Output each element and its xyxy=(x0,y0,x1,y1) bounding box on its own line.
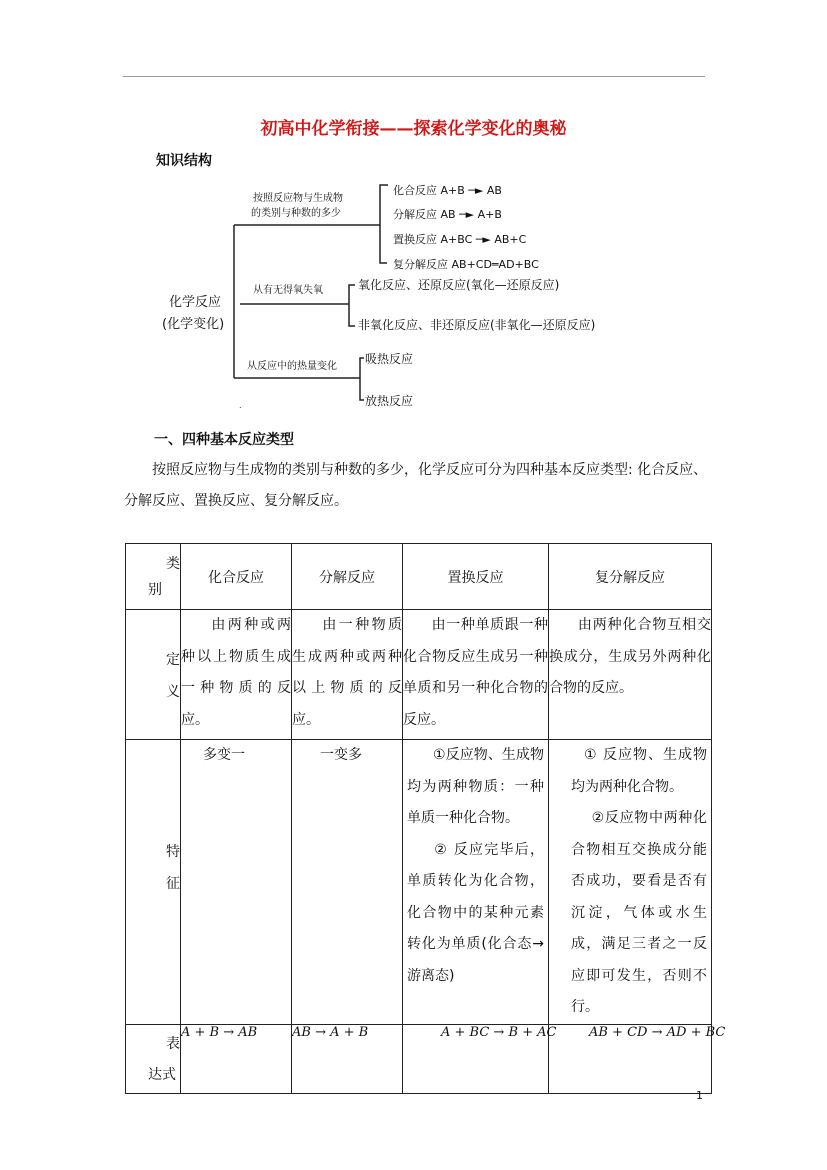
definition-double-decomposition xyxy=(549,610,712,740)
diagram-branch1-label: 按照反应物与生成物 xyxy=(253,193,343,204)
page-number: 1 xyxy=(696,1089,703,1102)
feature-decomposition-text: 一变多 xyxy=(320,747,362,763)
diagram-root-label: 化学反应 xyxy=(169,295,222,310)
row-header-definition xyxy=(126,610,181,740)
diagram-item-combination: 化合反应 A+B ─► AB xyxy=(393,184,502,197)
row-header-expression xyxy=(126,1024,181,1093)
feature-displacement xyxy=(403,740,549,1025)
diagram-item-exothermic: 放热反应 xyxy=(365,394,414,408)
diagram-item-double-decomposition: 复分解反应 AB+CD═AD+BC xyxy=(393,258,539,271)
section1-paragraph xyxy=(124,455,710,517)
feature-decomposition xyxy=(292,740,403,1025)
diagram-dot: . xyxy=(239,401,242,410)
diagram-branch3-label: 从反应中的热量变化 xyxy=(247,361,337,372)
section1-heading: 一、四种基本反应类型 xyxy=(154,432,294,448)
diagram-branch1-bracket xyxy=(375,185,388,263)
feature-combination xyxy=(181,740,292,1025)
table-row-definition xyxy=(126,610,712,740)
definition-displacement xyxy=(403,610,549,740)
definition-decomposition xyxy=(292,610,403,740)
header-rule xyxy=(123,76,705,77)
diagram-item-displacement: 置换反应 A+BC ─► AB+C xyxy=(393,233,527,246)
row-header-definition-2: 义 xyxy=(166,683,180,700)
row-header-expression-2: 达式 xyxy=(148,1067,176,1083)
row-header-feature-2: 征 xyxy=(166,875,180,892)
diagram-item-non-redox: 非氧化反应、非还原反应(非氧化—还原反应) xyxy=(358,318,596,332)
subheading-knowledge-structure: 知识结构 xyxy=(156,153,212,169)
feature-displacement-point1-text: ①反应物、生成物均为两种物质：一种单质一种化合物。 xyxy=(407,747,544,826)
feature-displacement-point2 xyxy=(407,835,544,993)
diagram-branch1-label-2: 的类别与种数的多少 xyxy=(251,208,341,219)
knowledge-structure-diagram xyxy=(150,178,650,413)
table-header-category-cell xyxy=(126,544,181,610)
definition-displacement-text: 由一种单质跟一种化合物反应生成另一种单质和另一种化合物的反应。 xyxy=(403,617,548,728)
feature-combination-text: 多变一 xyxy=(203,747,245,763)
feature-double-decomposition xyxy=(549,740,712,1025)
definition-combination-text: 由两种或两种以上物质生成一种物质的反应。 xyxy=(181,617,291,728)
reaction-types-table xyxy=(125,543,726,1083)
diagram-branch2-label: 从有无得氧失氧 xyxy=(253,285,323,296)
feature-displacement-point1 xyxy=(407,740,544,835)
column-header-double-decomposition: 复分解反应 xyxy=(549,544,712,610)
expression-double-decomposition: AB + CD → AD + BC xyxy=(549,1024,712,1093)
feature-double-point1-text: ① 反应物、生成物均为两种化合物。 xyxy=(571,747,707,795)
expression-combination: A + B → AB xyxy=(181,1024,292,1093)
table-header-category-2: 别 xyxy=(148,581,162,598)
row-header-feature xyxy=(126,740,181,1025)
row-header-expression-1: 表 xyxy=(166,1035,180,1052)
diagram-branch3-bracket xyxy=(355,358,364,400)
row-header-definition-1: 定 xyxy=(166,652,180,668)
definition-decomposition-text: 由一种物质生成两种或两种以上物质的反应。 xyxy=(292,617,402,728)
diagram-item-redox: 氧化反应、还原反应(氧化—还原反应) xyxy=(358,278,560,292)
feature-displacement-point2-text: ② 反应完毕后，单质转化为化合物，化合物中的某种元素转化为单质(化合态→游离态) xyxy=(407,841,544,984)
row-header-feature-1: 特 xyxy=(166,844,180,860)
column-header-decomposition: 分解反应 xyxy=(292,544,403,610)
section1-paragraph-text: 按照反应物与生成物的类别与种数的多少，化学反应可分为四种基本反应类型: 化合反应、分解反应、置换反应、复分解反应。 xyxy=(124,462,708,509)
page-title: 初高中化学衔接——探索化学变化的奥秘 xyxy=(260,119,567,139)
table-row-expression xyxy=(126,1024,712,1093)
definition-combination xyxy=(181,610,292,740)
column-header-displacement: 置换反应 xyxy=(403,544,549,610)
feature-double-point2 xyxy=(571,803,707,1024)
table-row-feature xyxy=(126,740,712,1025)
expression-displacement: A + BC → B + AC xyxy=(403,1024,549,1093)
diagram-branch2-bracket xyxy=(345,285,355,326)
feature-double-point1 xyxy=(571,740,707,803)
definition-double-decomposition-text: 由两种化合物互相交换成分，生成另外两种化合物的反应。 xyxy=(549,617,711,696)
expression-decomposition: AB → A + B xyxy=(292,1024,403,1093)
diagram-item-endothermic: 吸热反应 xyxy=(365,352,414,366)
diagram-root-sublabel: (化学变化) xyxy=(162,317,225,332)
feature-double-point2-text: ②反应物中两种化合物相互交换成分能否成功，要看是否有沉淀，气体或水生成，满足三者之一反应即可发生，否则不行。 xyxy=(571,810,707,1015)
diagram-item-decomposition: 分解反应 AB ─► A+B xyxy=(393,208,502,221)
table-header-row xyxy=(126,544,712,610)
column-header-combination: 化合反应 xyxy=(181,544,292,610)
table-header-category-1: 类 xyxy=(166,555,180,572)
